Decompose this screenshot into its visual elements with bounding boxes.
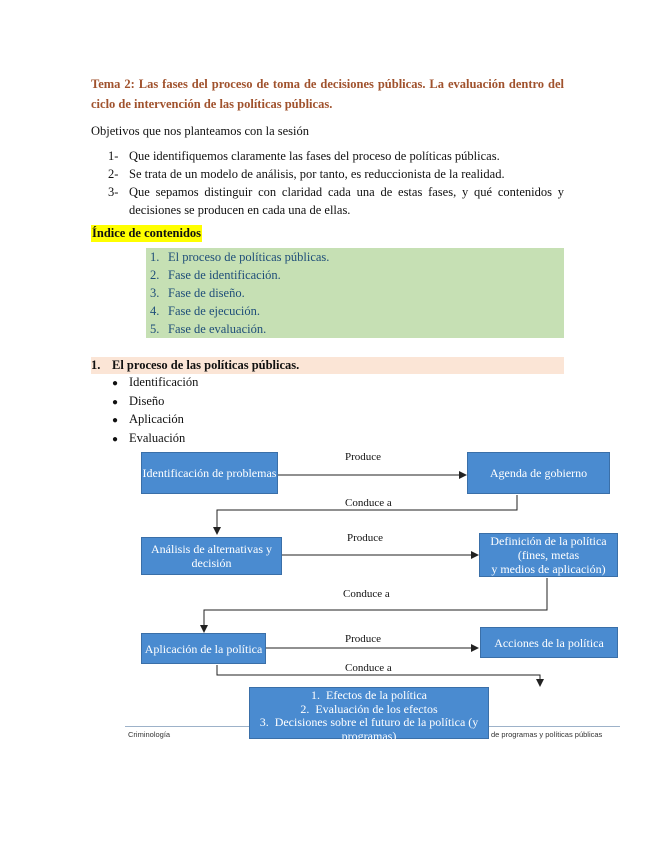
- box-acciones: Acciones de la política: [480, 627, 618, 658]
- phase-item: ● Diseño: [112, 393, 165, 408]
- box-identificacion: Identificación de problemas: [141, 452, 278, 494]
- phase-item: ● Evaluación: [112, 431, 186, 446]
- final-item: 2. Evaluación de los efectos: [300, 701, 438, 716]
- toc-item: 5. Fase de evaluación.: [150, 322, 267, 336]
- page-title: Tema 2: Las fases del proceso de toma de decisiones públicas. La evaluación dentro del ciclo de intervención de las políticas públicas.: [91, 77, 564, 111]
- box-evaluacion: [249, 687, 489, 743]
- toc-item: 1. El proceso de políticas públicas.: [150, 250, 330, 264]
- objectives-intro: Objetivos que nos planteamos con la sesión: [91, 124, 310, 138]
- label-produce: Produce: [345, 451, 382, 463]
- objective-item: 3- Que sepamos distinguir con claridad cada una de estas fases, y qué contenidos y decisiones se producen en cada una de ellas.: [108, 185, 564, 217]
- box-analisis: Análisis de alternativas y decisión: [141, 537, 282, 575]
- toc-item: 2. Fase de identificación.: [150, 268, 281, 282]
- phase-item: ● Identificación: [112, 375, 199, 389]
- index-heading: Índice de contenidos: [92, 226, 202, 240]
- footer-right: de programas y políticas públicas: [491, 730, 603, 739]
- final-item: 3. Decisiones sobre el futuro de la política (y programas): [259, 715, 479, 743]
- label-produce: Produce: [347, 532, 384, 544]
- toc-item: 4. Fase de ejecución.: [150, 304, 260, 318]
- label-conduce: Conduce a: [345, 662, 392, 674]
- box-agenda: Agenda de gobierno: [467, 452, 610, 494]
- box-aplicacion: Aplicación de la política: [141, 633, 266, 664]
- box-definicion: Definición de la política (fines, metas y medios de aplicación): [479, 533, 618, 577]
- label-produce: Produce: [345, 633, 382, 645]
- footer-left: Criminología: [128, 730, 171, 739]
- phase-item: ● Aplicación: [112, 412, 184, 427]
- final-item: 1. Efectos de la política: [311, 688, 427, 702]
- objective-item: 2- Se trata de un modelo de análisis, por tanto, es reduccionista de la realidad.: [108, 167, 505, 181]
- label-conduce: Conduce a: [343, 588, 390, 600]
- label-conduce: Conduce a: [345, 497, 392, 509]
- objective-item: 1- Que identifiquemos claramente las fases del proceso de políticas públicas.: [108, 149, 500, 163]
- toc-item: 3. Fase de diseño.: [150, 286, 245, 300]
- section-heading: 1. El proceso de las políticas públicas.: [91, 357, 564, 374]
